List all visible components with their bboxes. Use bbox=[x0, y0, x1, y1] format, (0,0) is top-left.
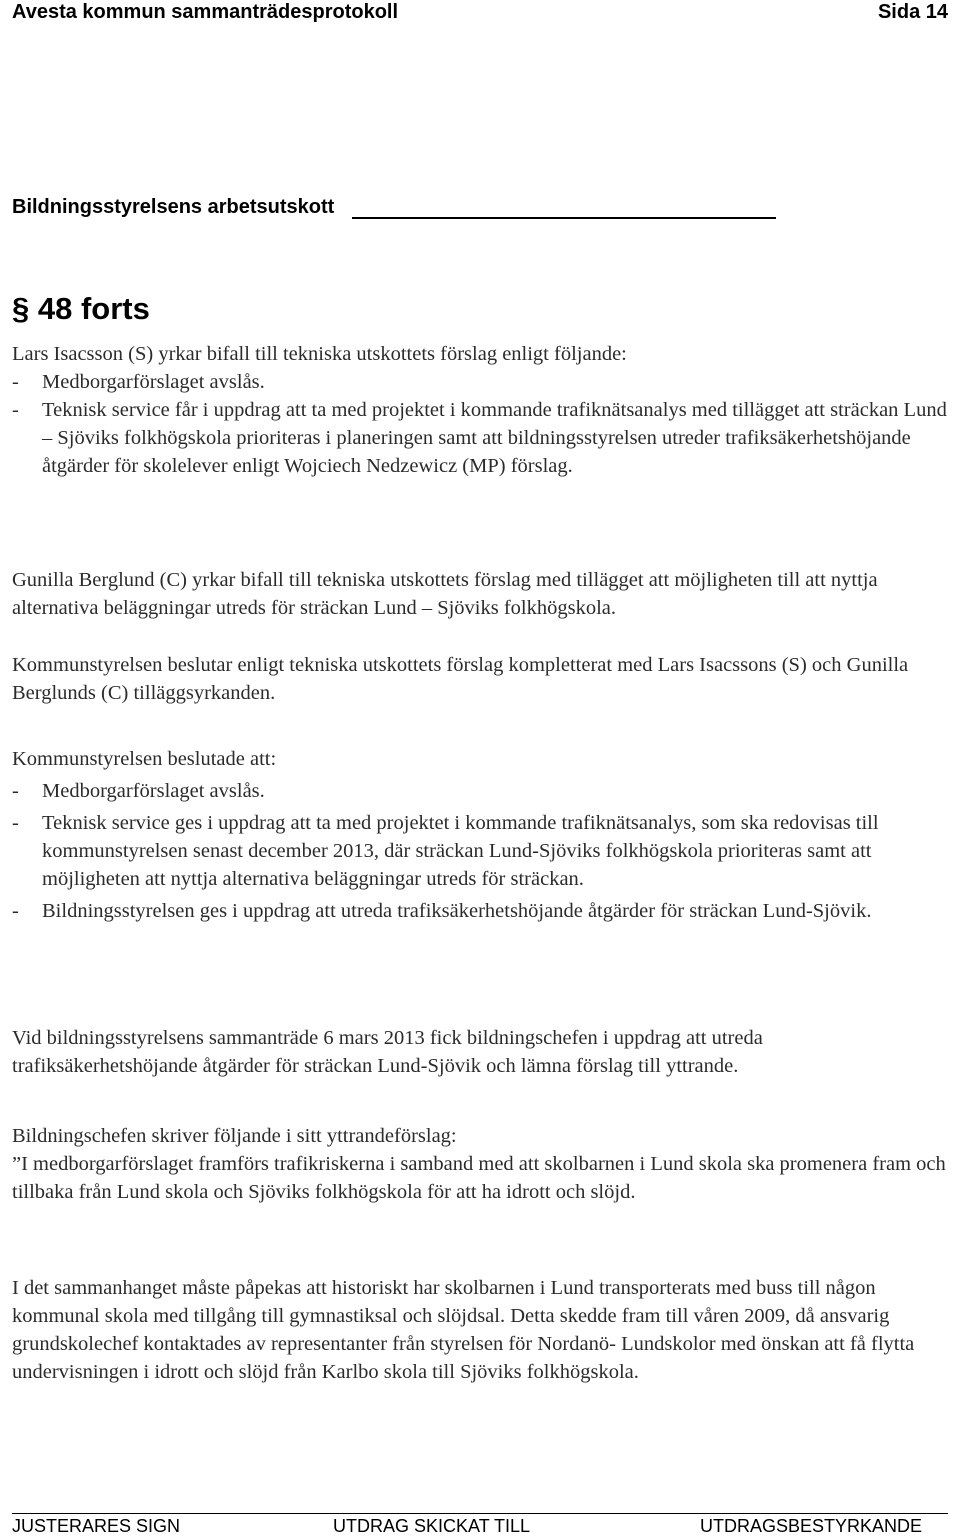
dash-bullet: - bbox=[12, 900, 19, 922]
footer-justerares: JUSTERARES SIGN bbox=[12, 1516, 181, 1536]
statement-quote: ”I medborgarförslaget framförs trafikriskerna i samband med att skolbarnen i Lund skola ska promenera fram och tillbaka från Lund skola och Sjöviks folkhögskola för att ha idrott och slöjd. bbox=[12, 1153, 946, 1203]
decision-intro: Kommunstyrelsen beslutade att: bbox=[12, 748, 277, 770]
list-item-text: Medborgarförslaget avslås. bbox=[42, 780, 265, 802]
list-item-text: Teknisk service får i uppdrag att ta med projektet i kommande trafiknätsanalys med tillägget att sträckan Lund – Sjöviks folkhögskola prioriteras i planeringen samt att bildningsstyrelsen utreder trafiksäkerhetshöjande åtgärder för skolelever enligt Wojciech Nedzewicz (MP) förslag. bbox=[42, 399, 947, 477]
footer-rule bbox=[12, 1513, 948, 1514]
proposal-lars bbox=[12, 340, 947, 480]
list-item bbox=[12, 897, 947, 925]
list-item-text: Medborgarförslaget avslås. bbox=[42, 371, 265, 393]
committee-name: Bildningsstyrelsens arbetsutskott bbox=[12, 196, 335, 218]
decision-list bbox=[12, 745, 947, 925]
proposal-intro: Lars Isacsson (S) yrkar bifall till tekniska utskottets förslag enligt följande: bbox=[12, 343, 627, 365]
dash-bullet: - bbox=[12, 371, 19, 393]
committee-underline bbox=[352, 217, 776, 219]
dash-bullet: - bbox=[12, 812, 19, 834]
dash-bullet: - bbox=[12, 399, 19, 421]
footer-utdrag: UTDRAG SKICKAT TILL bbox=[333, 1516, 531, 1536]
document-title: Avesta kommun sammanträdesprotokoll bbox=[12, 1, 399, 23]
meeting-paragraph: Vid bildningsstyrelsens sammanträde 6 mars 2013 fick bildningschefen i uppdrag att utreda trafiksäkerhetshöjande åtgärder för sträckan Lund-Sjövik och lämna förslag till yttrande. bbox=[12, 1027, 763, 1077]
page-number: Sida 14 bbox=[877, 1, 948, 23]
list-item-text: Teknisk service ges i uppdrag att ta med projektet i kommande trafiknätsanalys, som ska redovisas till kommunstyrelsen senast december 2013, där sträckan Lund-Sjöviks folkhögskola prioriteras samt att möjligheten att nyttja alternativa beläggningar utreds för sträckan. bbox=[42, 812, 879, 890]
list-item bbox=[12, 396, 947, 480]
footer-bestyrkande: UTDRAGSBESTYRKANDE bbox=[700, 1516, 923, 1536]
history-paragraph: I det sammanhanget måste påpekas att historiskt har skolbarnen i Lund transporterats med buss till någon kommunal skola med tillgång till gymnastiksal och slöjdsal. Detta skedde fram till våren 2009, då ansvarig grundskolechef kontaktades av representanter från styrelsen för Nordanö- Lundskolor med önskan att få flytta undervisningen i idrott och slöjd från Karlbo skola till Sjöviks folkhögskola. bbox=[12, 1277, 915, 1383]
list-item-text: Bildningsstyrelsen ges i uppdrag att utreda trafiksäkerhetshöjande åtgärder för sträckan Lund-Sjövik. bbox=[42, 900, 872, 922]
list-item bbox=[12, 809, 947, 893]
dash-bullet: - bbox=[12, 780, 19, 802]
statement-intro: Bildningschefen skriver följande i sitt yttrandeförslag: bbox=[12, 1125, 457, 1147]
list-item bbox=[12, 368, 947, 396]
list-item bbox=[12, 777, 947, 805]
decision-statement: Kommunstyrelsen beslutar enligt tekniska utskottets förslag kompletterat med Lars Isacssons (S) och Gunilla Berglunds (C) tilläggsyrkanden. bbox=[12, 654, 909, 704]
statement-block bbox=[12, 1122, 947, 1206]
proposal-gunilla: Gunilla Berglund (C) yrkar bifall till tekniska utskottets förslag med tillägget att möjligheten till att nyttja alternativa beläggningar utreds för sträckan Lund – Sjöviks folkhögskola. bbox=[12, 569, 878, 619]
section-heading: § 48 forts bbox=[12, 291, 150, 326]
